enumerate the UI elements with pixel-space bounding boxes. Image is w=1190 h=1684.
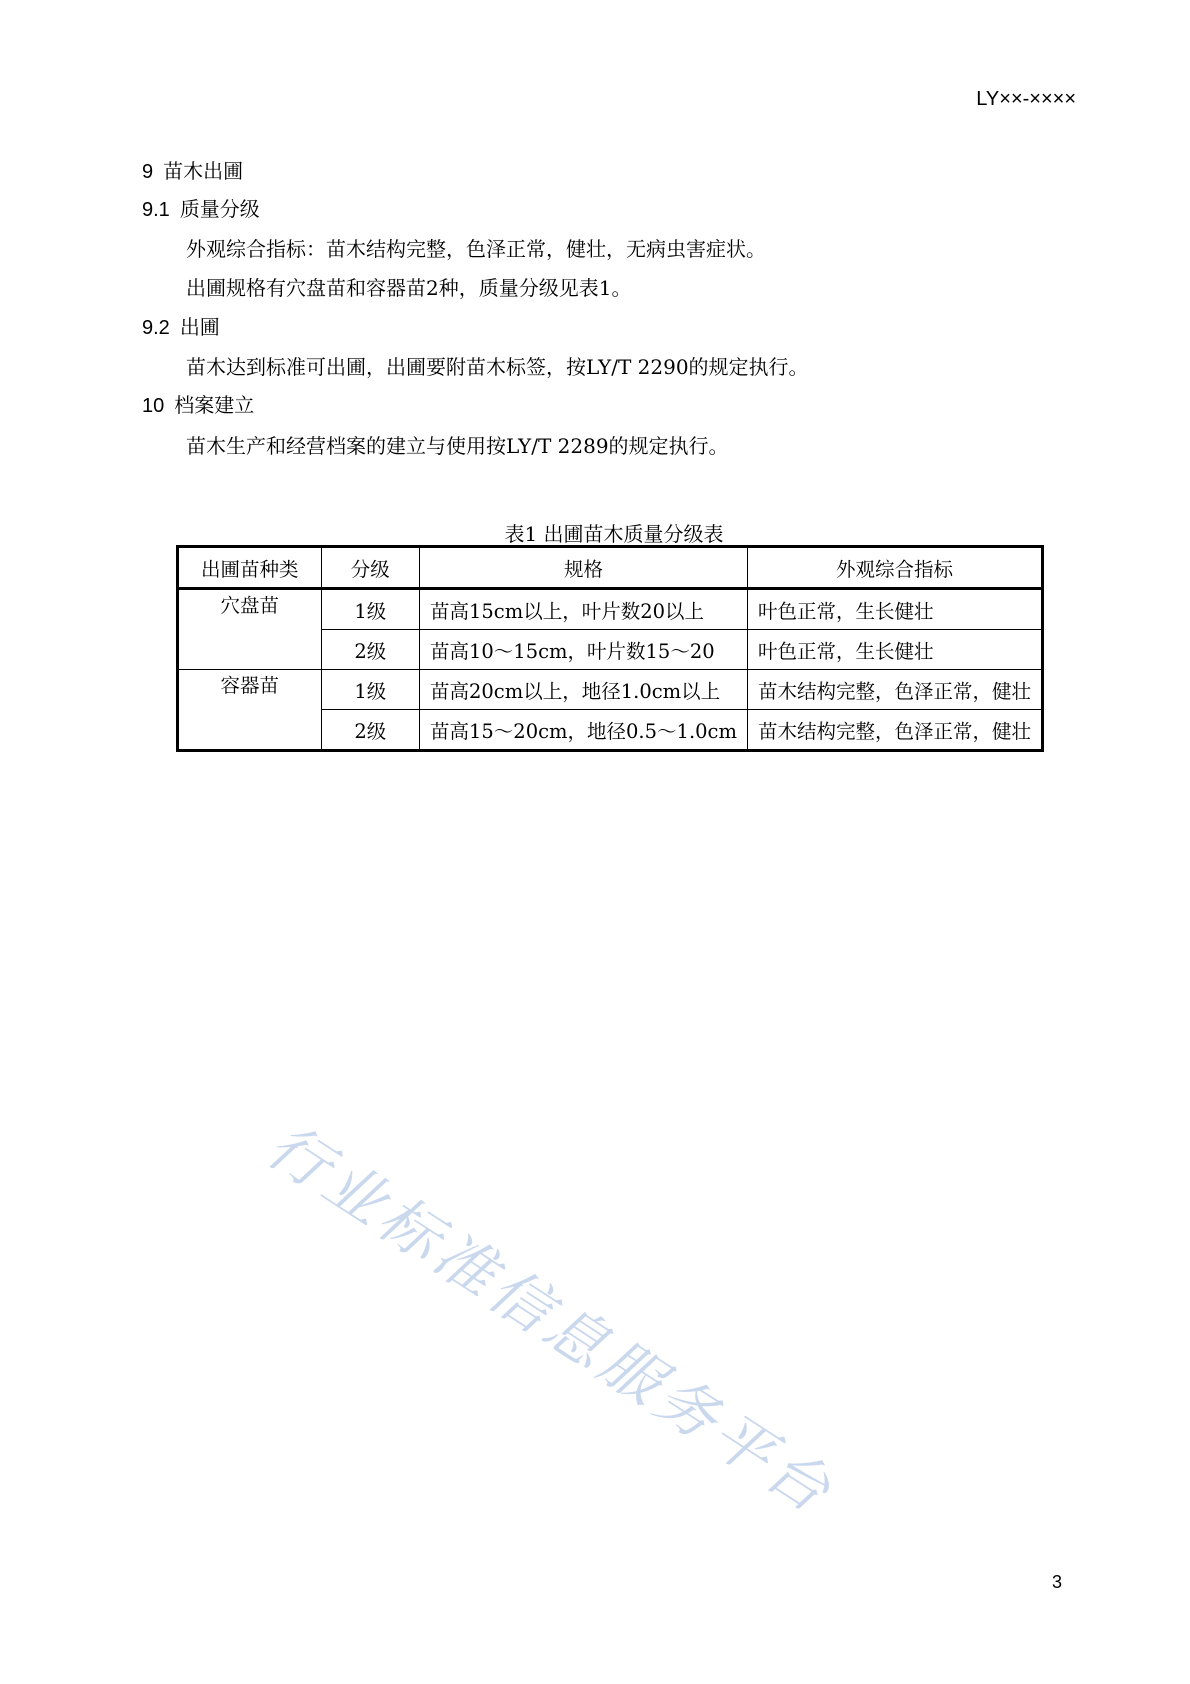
paragraph-shipping: 苗木达到标准可出圃，出圃要附苗木标签，按LY/T 2290的规定执行。 bbox=[186, 355, 809, 379]
page-number: 3 bbox=[1051, 1572, 1062, 1592]
heading-section-10 bbox=[142, 389, 254, 418]
watermark: 行业标准信息服务平台 bbox=[254, 1110, 847, 1530]
cell-appearance: 叶色正常，生长健壮 bbox=[747, 630, 1042, 670]
heading-section-9 bbox=[142, 155, 243, 184]
paragraph-appearance-index: 外观综合指标：苗木结构完整，色泽正常，健壮，无病虫害症状。 bbox=[186, 237, 766, 261]
table-caption: 表1 出圃苗木质量分级表 bbox=[504, 522, 724, 546]
section-number: 9 bbox=[142, 161, 154, 183]
cell-appearance: 苗木结构完整，色泽正常，健壮 bbox=[747, 670, 1042, 710]
cell-grade: 1级 bbox=[321, 670, 419, 710]
heading-section-9-2 bbox=[142, 311, 220, 340]
cell-grade: 1级 bbox=[321, 589, 419, 630]
header-cell-grade: 分级 bbox=[321, 547, 419, 589]
section-number: 10 bbox=[142, 395, 165, 417]
header-cell-appearance: 外观综合指标 bbox=[747, 547, 1042, 589]
heading-section-9-1 bbox=[142, 193, 260, 222]
cell-appearance: 苗木结构完整，色泽正常，健壮 bbox=[747, 710, 1042, 751]
table-header-row bbox=[178, 547, 1043, 589]
paragraph-grading-spec: 出圃规格有穴盘苗和容器苗2种，质量分级见表1。 bbox=[186, 276, 632, 300]
section-title: 苗木出圃 bbox=[163, 159, 244, 183]
section-title: 出圃 bbox=[179, 315, 220, 339]
cell-grade: 2级 bbox=[321, 630, 419, 670]
header-cell-spec: 规格 bbox=[419, 547, 747, 589]
cell-spec: 苗高10～15cm，叶片数15～20 bbox=[419, 630, 747, 670]
cell-grade: 2级 bbox=[321, 710, 419, 751]
section-number: 9.2 bbox=[142, 317, 170, 339]
quality-grading-table bbox=[176, 545, 1044, 752]
cell-seedling-type: 容器苗 bbox=[178, 670, 322, 751]
section-number: 9.1 bbox=[142, 199, 170, 221]
cell-seedling-type: 穴盘苗 bbox=[178, 589, 322, 670]
table-row bbox=[178, 670, 1043, 710]
cell-spec: 苗高15cm以上，叶片数20以上 bbox=[419, 589, 747, 630]
section-title: 档案建立 bbox=[174, 393, 255, 417]
cell-spec: 苗高15～20cm，地径0.5～1.0cm bbox=[419, 710, 747, 751]
header-cell-type: 出圃苗种类 bbox=[178, 547, 322, 589]
section-title: 质量分级 bbox=[179, 197, 260, 221]
cell-appearance: 叶色正常，生长健壮 bbox=[747, 589, 1042, 630]
cell-spec: 苗高20cm以上，地径1.0cm以上 bbox=[419, 670, 747, 710]
document-code: LY××-×××× bbox=[976, 88, 1076, 110]
paragraph-archives: 苗木生产和经营档案的建立与使用按LY/T 2289的规定执行。 bbox=[186, 434, 729, 458]
table-row bbox=[178, 589, 1043, 630]
